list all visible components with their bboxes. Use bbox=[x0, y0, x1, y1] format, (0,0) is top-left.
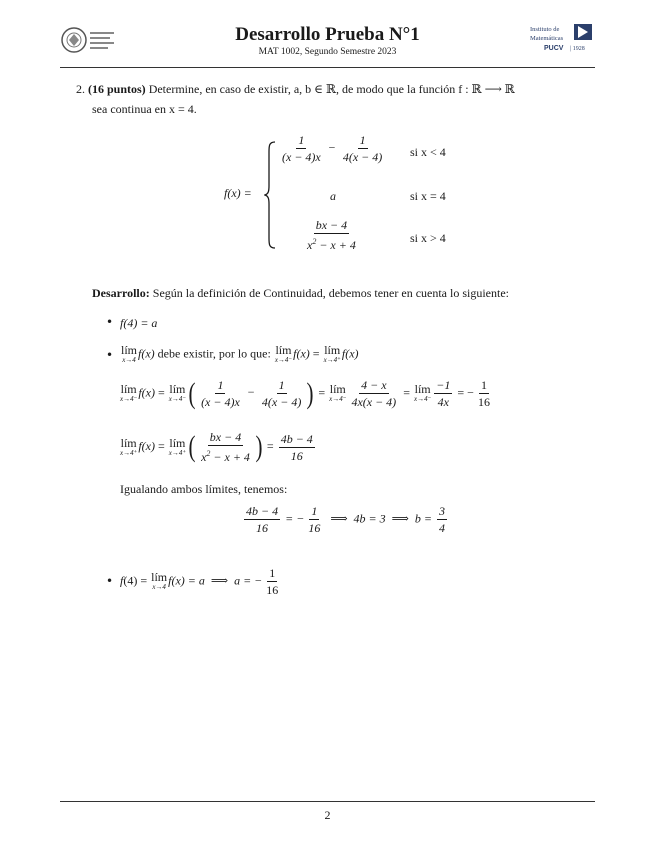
svg-text:| 1928: | 1928 bbox=[570, 46, 585, 52]
case-1-condition: si x < 4 bbox=[410, 145, 446, 159]
problem-line-2: sea continua en x = 4. bbox=[92, 102, 197, 116]
problem-text: Determine, en caso de existir, a, b ∈ ℝ, de modo que la función f : ℝ ⟶ ℝ bbox=[148, 82, 515, 96]
course-subtitle: MAT 1002, Segundo Semestre 2023 bbox=[258, 47, 397, 57]
svg-text:Instituto de: Instituto de bbox=[530, 26, 560, 33]
footer-rule bbox=[60, 801, 595, 802]
bullet-2-text: debe existir, por lo que: bbox=[157, 346, 271, 361]
solution-intro-text: Según la definición de Continuidad, debemos tener en cuenta lo siguiente: bbox=[152, 286, 510, 300]
header-rule bbox=[60, 67, 595, 68]
b-intermediate: 4b = 3 bbox=[353, 511, 386, 526]
case-3-expression: $\frac{bx - 4}{x^2 - x + 4}$ bbox=[307, 218, 356, 252]
bullet-2-dot: • bbox=[106, 348, 114, 362]
institute-logo bbox=[530, 22, 595, 56]
svg-text:Matemáticas: Matemáticas bbox=[530, 35, 564, 42]
function-label: f(x) = bbox=[224, 186, 252, 200]
right-limit-computation: lím x→4⁺ f(x) = lím x→4⁺ ( $\frac{bx - 4}{x^2 - x + 4}$ ) = $\frac{4b - 4}{16}$ bbox=[120, 430, 313, 464]
solution-label: Desarrollo: bbox=[92, 286, 150, 300]
left-brace bbox=[264, 140, 278, 250]
case-3-condition: si x > 4 bbox=[410, 231, 446, 245]
page-title: Desarrollo Prueba N°1 bbox=[235, 24, 420, 45]
case-1-expression: $\frac{1}{(x - 4)x}$ − $\frac{1}{4(x - 4)}$ bbox=[282, 133, 383, 164]
equalize-text: Igualando ambos límites, tenemos: bbox=[120, 482, 288, 496]
bullet-3-dot: • bbox=[106, 574, 114, 588]
b-equation: $\frac{4b - 4}{16}$ = − $\frac{1}{16}$ ⟹ 4b = 3 ⟹ b = $\frac{3}{4}$ bbox=[246, 504, 445, 535]
bullet-3-line: f(4) = lím x→4 f(x) = a ⟹ a = − $\frac{1}{16}$ bbox=[120, 566, 279, 597]
page-number: 2 bbox=[324, 808, 331, 822]
bullet-1-text: f(4) = a bbox=[120, 316, 158, 330]
left-limit-computation: lím x→4⁻ f(x) = lím x→4⁻ ( $\frac{1}{(x - 4)x}$ − $\frac{1}{4(x - 4)}$ ) = lím x→4⁻ $\frac{4 - x}{4x(x - 4)}$ = lím x→4⁻ $\frac{-1}{4x}$ = − $\frac{1}{16}$ bbox=[120, 376, 490, 410]
a-result: a = − bbox=[234, 573, 263, 588]
solution-intro bbox=[92, 285, 509, 301]
svg-text:PUCV: PUCV bbox=[544, 45, 564, 52]
problem-line-1 bbox=[76, 81, 515, 97]
problem-number: 2. bbox=[76, 82, 85, 96]
case-2-condition: si x = 4 bbox=[410, 189, 446, 203]
bullet-1-dot: • bbox=[106, 315, 114, 329]
problem-points: (16 puntos) bbox=[88, 82, 146, 96]
case-2-value: a bbox=[330, 189, 336, 203]
bullet-2-line: lím x→4 f(x) debe existir, por lo que: lím x→4⁻ f(x) = lím x→4⁺ f(x) bbox=[121, 343, 359, 364]
